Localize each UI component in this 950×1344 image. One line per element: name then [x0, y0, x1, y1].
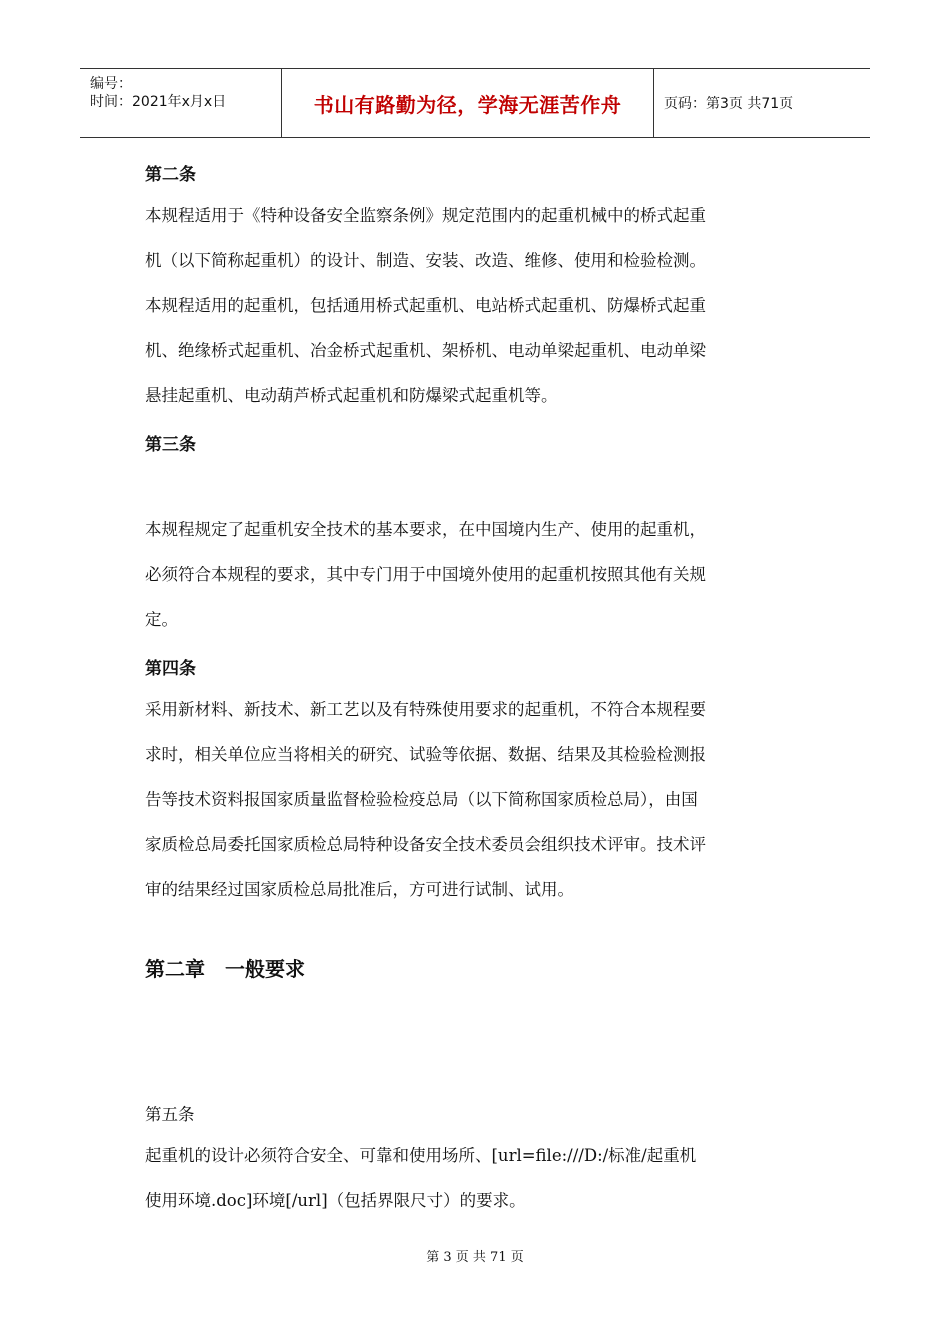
article-4-heading: 第四条 [145, 659, 196, 679]
article-3-heading: 第三条 [145, 435, 196, 455]
document-date: 时间：2021年x月x日 [90, 94, 227, 110]
chapter-2-title: 第二章 一般要求 [145, 957, 305, 981]
page-footer: 第 3 页 共 71 页 [426, 1250, 524, 1265]
article-5-heading: 第五条 [145, 1105, 195, 1124]
header-page-cell [654, 69, 870, 137]
article-3-text: 本规程规定了起重机安全技术的基本要求，在中国境内生产、使用的起重机， 必须符合本规程的要求，其中专门用于中国境外使用的起重机按照其他有关规 定。 [145, 520, 706, 629]
header-page-info: 页码：第3页 共71页 [664, 96, 794, 112]
article-5-text: 起重机的设计必须符合安全、可靠和使用场所、[url=file:///D:/标准/起重机 使用环境.doc]环境[/url]（包括界限尺寸）的要求。 [145, 1146, 697, 1210]
header-motto: 书山有路勤为径，学海无涯苦作舟 [313, 92, 622, 117]
article-2-text: 本规程适用于《特种设备安全监察条例》规定范围内的起重机械中的桥式起重 机（以下简称起重机）的设计、制造、安装、改造、维修、使用和检验检测。 本规程适用的起重机，包括通用桥式起重机、电站桥式起重机、防爆桥式起重 机、绝缘桥式起重机、冶金桥式起重机、架桥机、电动单梁起重机、电动单梁 悬挂起重机、电动葫芦桥式起重机和防爆梁式起重机等。 [145, 206, 706, 405]
page-header [80, 68, 870, 138]
document-number-label: 编号： [90, 76, 132, 92]
header-motto-cell [282, 69, 654, 137]
article-4-text: 采用新材料、新技术、新工艺以及有特殊使用要求的起重机，不符合本规程要 求时，相关单位应当将相关的研究、试验等依据、数据、结果及其检验检测报 告等技术资料报国家质量监督检验检疫总局（以下简称国家质检总局），由国 家质检总局委托国家质检总局特种设备安全技术委员会组织技术评审。技术评 审的结果经过国家质检总局批准后，方可进行试制、试用。 [145, 700, 706, 899]
header-meta-cell [80, 69, 282, 137]
article-2-heading: 第二条 [145, 165, 196, 185]
